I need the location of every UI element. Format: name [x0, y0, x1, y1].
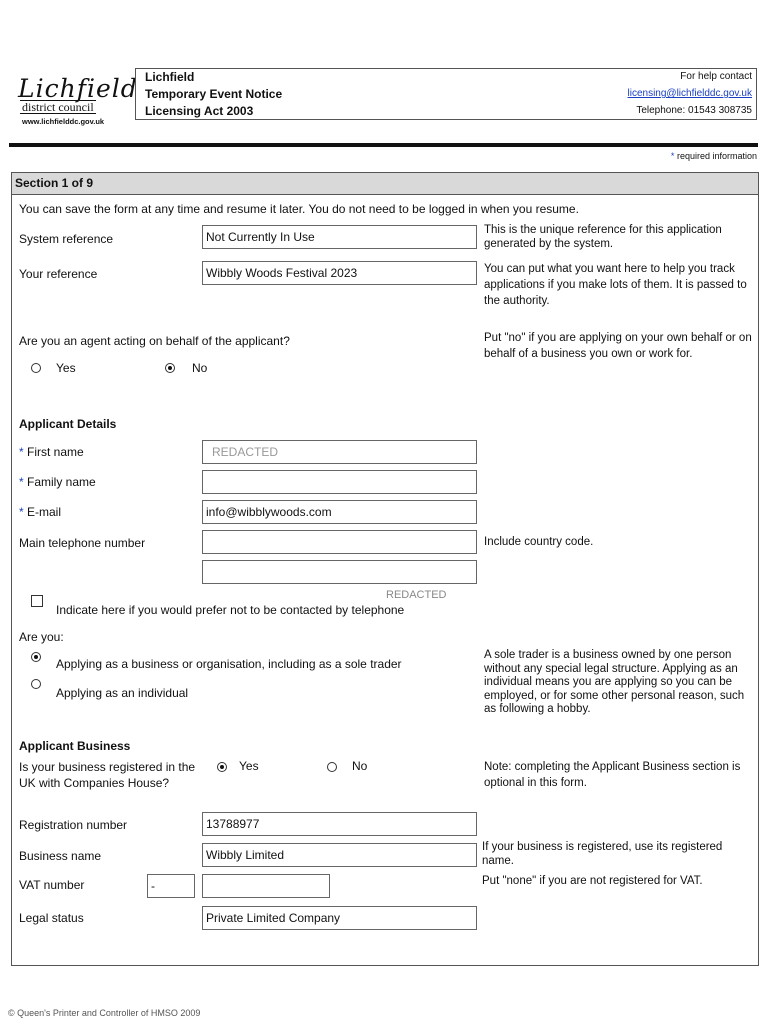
logo-subtitle: district council: [22, 100, 94, 114]
applying-individual-radio[interactable]: [31, 679, 41, 689]
council-logo: [14, 74, 138, 128]
title-line-2: Temporary Event Notice: [145, 87, 283, 101]
family-name-input[interactable]: [202, 470, 477, 494]
family-name-label: [19, 475, 96, 489]
redacted-note: REDACTED: [386, 589, 447, 601]
email-label: [19, 505, 61, 519]
required-note-visible: required information: [676, 151, 757, 161]
business-name-help: If your business is registered, use its registered name.: [482, 841, 723, 867]
business-name-label: Business name: [19, 849, 102, 863]
email-input[interactable]: info@wibblywoods.com: [202, 500, 477, 524]
required-marker: *: [19, 505, 24, 519]
system-reference-field: Not Currently In Use: [202, 225, 477, 249]
business-name-input[interactable]: Wibbly Limited: [202, 843, 477, 867]
registration-number-label: Registration number: [19, 818, 128, 832]
your-reference-help: You can put what you want here to help you track applications if you make lots of them. It is passed to the authority.: [484, 263, 747, 307]
section-1: [11, 172, 759, 966]
required-asterisk: *: [670, 151, 675, 161]
title-line-3: Licensing Act 2003: [145, 104, 254, 118]
are-you-label: Are you:: [19, 630, 64, 644]
registered-no-label: No: [352, 759, 368, 773]
your-reference-input[interactable]: Wibbly Woods Festival 2023: [202, 261, 477, 285]
phone-alt-input[interactable]: [202, 560, 477, 584]
logo-url: www.lichfielddc.gov.uk: [22, 117, 105, 126]
first-name-label-text: First name: [27, 445, 84, 459]
registration-number-input[interactable]: 13788977: [202, 812, 477, 836]
help-contact-label: For help contact: [680, 71, 752, 82]
registered-yes-radio[interactable]: [217, 762, 227, 772]
applying-business-radio[interactable]: [31, 652, 41, 662]
section-intro: You can save the form at any time and resume it later. You do not need to be logged in when you resume.: [19, 202, 579, 216]
phone-label: Main telephone number: [19, 536, 146, 550]
registered-yes-label: Yes: [239, 759, 259, 773]
logo-wordmark: Lichfield: [18, 74, 138, 103]
vat-number-label: VAT number: [19, 878, 85, 892]
vat-number-input[interactable]: [202, 874, 330, 898]
system-reference-help: This is the unique reference for this application generated by the system.: [484, 224, 722, 250]
no-phone-label: Indicate here if you would prefer not to be contacted by telephone: [56, 603, 405, 617]
email-label-text: E-mail: [27, 505, 62, 519]
vat-help: Put "none" if you are not registered for VAT.: [482, 875, 703, 887]
no-phone-checkbox[interactable]: [31, 595, 43, 607]
first-name-label: [19, 445, 84, 459]
phone-help: Include country code.: [484, 536, 594, 548]
system-reference-label: System reference: [19, 232, 114, 246]
applicant-details-heading: Applicant Details: [19, 417, 117, 431]
title-line-1: Lichfield: [145, 70, 195, 84]
section-title: Section 1 of 9: [15, 176, 94, 190]
your-reference-label: Your reference: [19, 267, 98, 281]
applying-business-label: Applying as a business or organisation, including as a sole trader: [56, 657, 402, 671]
are-you-help: A sole trader is a business owned by one person without any special legal structure. Applying as an individual means you are applying so you can be employed, or for some other personal reason, such as following a hobby.: [484, 649, 745, 715]
help-email-link[interactable]: licensing@lichfielddc.gov.uk: [627, 88, 752, 99]
registered-question: Is your business registered in the UK with Companies House?: [19, 760, 196, 790]
legal-status-input[interactable]: Private Limited Company: [202, 906, 477, 930]
agent-question: Are you an agent acting on behalf of the applicant?: [19, 334, 290, 348]
first-name-input[interactable]: REDACTED: [202, 440, 477, 464]
section-header: [12, 173, 758, 195]
header-divider: [9, 143, 758, 147]
form-title-box: [135, 68, 757, 120]
business-note: Note: completing the Applicant Business section is optional in this form.: [484, 761, 741, 789]
required-marker: *: [19, 475, 24, 489]
agent-no-label: No: [192, 361, 208, 375]
family-name-label-text: Family name: [27, 475, 96, 489]
phone-input[interactable]: [202, 530, 477, 554]
agent-help: Put "no" if you are applying on your own behalf or on behalf of a business you own or work for.: [484, 332, 752, 360]
required-marker: *: [19, 445, 24, 459]
applicant-business-heading: Applicant Business: [19, 739, 131, 753]
help-phone: Telephone: 01543 308735: [636, 105, 752, 116]
agent-no-radio[interactable]: [165, 363, 175, 373]
agent-yes-radio[interactable]: [31, 363, 41, 373]
agent-yes-label: Yes: [56, 361, 76, 375]
footer-copyright: © Queen's Printer and Controller of HMSO 2009: [8, 1008, 201, 1018]
applying-individual-label: Applying as an individual: [56, 686, 189, 700]
required-note: [671, 151, 757, 161]
legal-status-label: Legal status: [19, 911, 84, 925]
registered-no-radio[interactable]: [327, 762, 337, 772]
vat-prefix-field[interactable]: -: [147, 874, 195, 898]
